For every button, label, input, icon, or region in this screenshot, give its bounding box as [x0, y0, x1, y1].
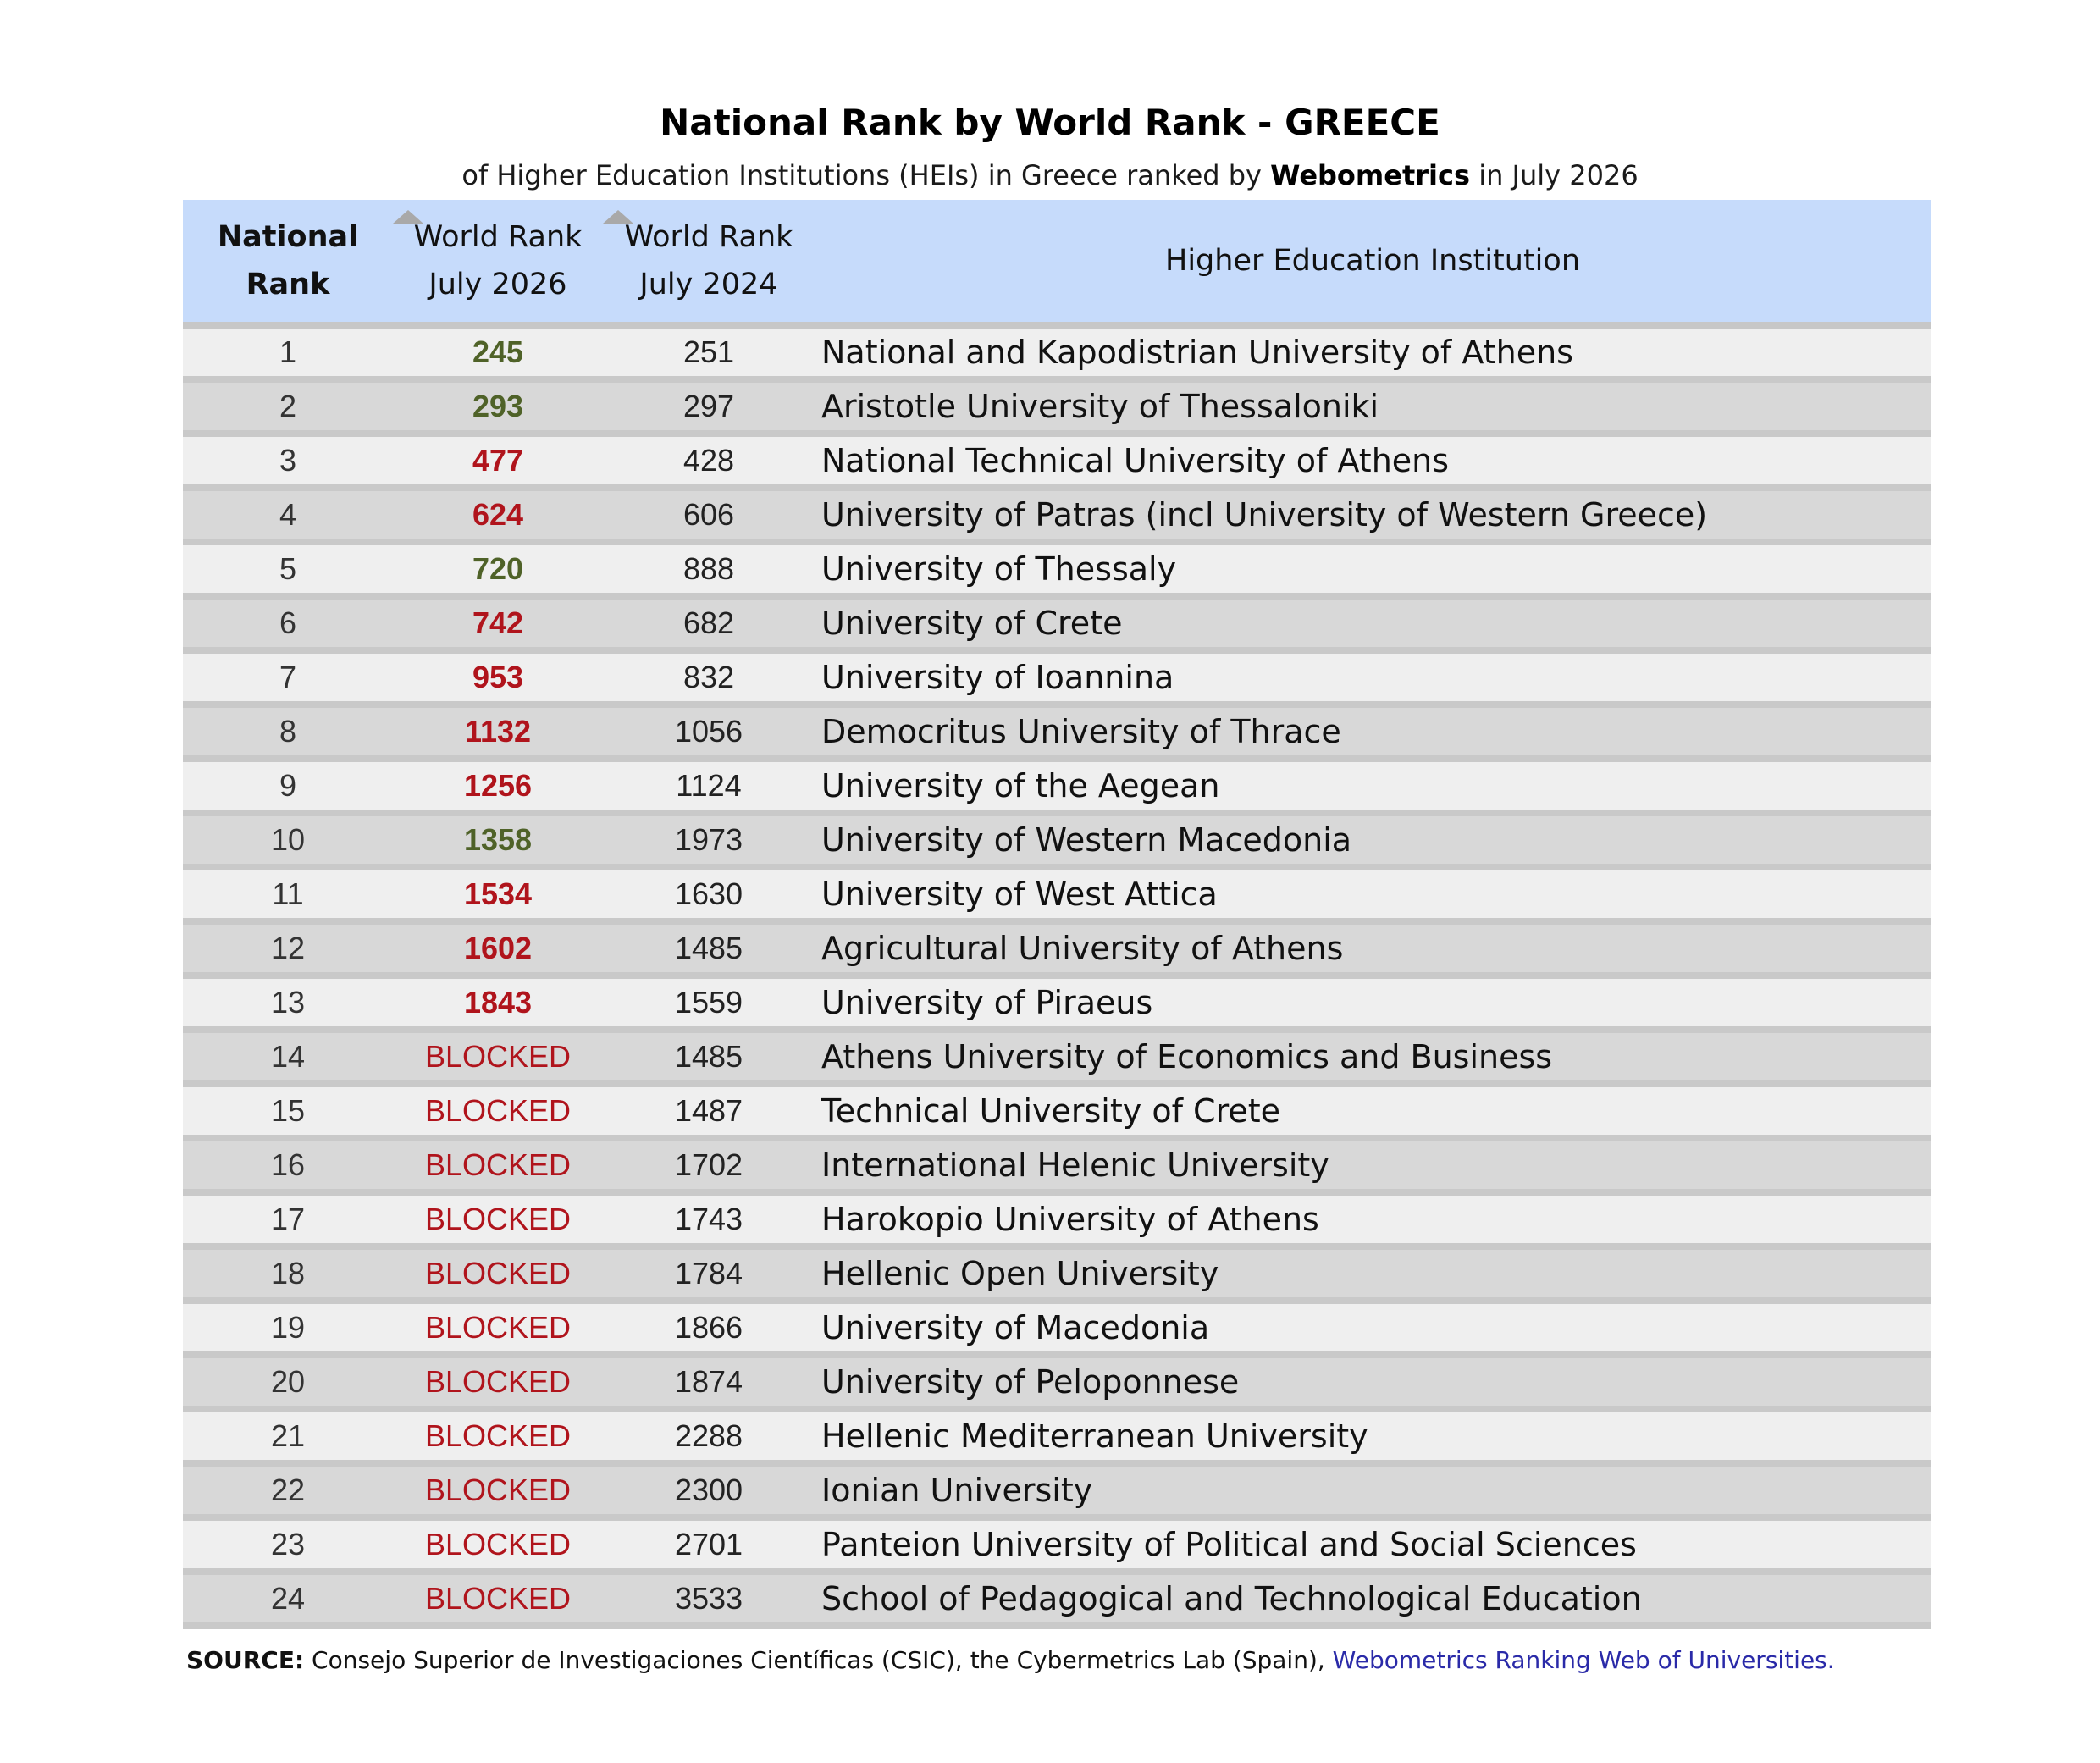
national-rank-cell: 1 — [279, 334, 297, 369]
institution-name-cell: University of Piraeus — [821, 984, 1153, 1021]
world-rank-2024-cell: 1487 — [674, 1093, 743, 1128]
world-rank-2024-cell: 2701 — [674, 1527, 743, 1561]
world-rank-2026-cell: BLOCKED — [424, 1256, 572, 1290]
world-rank-2026-cell: 1534 — [463, 876, 533, 911]
table-row — [183, 1141, 1931, 1196]
institution-name-cell: Agricultural University of Athens — [821, 930, 1344, 967]
national-rank-cell: 10 — [270, 822, 306, 857]
table-row — [183, 1087, 1931, 1141]
source-label: SOURCE: — [186, 1646, 305, 1674]
world-rank-2024-cell: 2300 — [674, 1473, 743, 1507]
national-rank-cell: 24 — [270, 1581, 306, 1616]
table-row — [183, 1521, 1931, 1575]
table-header — [183, 200, 1931, 322]
world-rank-2026-cell: 953 — [472, 660, 524, 694]
institution-name-cell: University of Crete — [821, 605, 1123, 642]
world-rank-2024-cell: 1702 — [674, 1147, 743, 1182]
world-rank-2026-cell: 624 — [472, 497, 524, 532]
institution-name-cell: Ionian University — [821, 1472, 1093, 1509]
world-rank-2024-cell: 1743 — [674, 1202, 743, 1236]
table-row — [183, 491, 1931, 545]
world-rank-2026-cell: 477 — [472, 443, 524, 478]
table-row — [183, 437, 1931, 491]
header-world-rank-2024-line2: July 2024 — [639, 268, 778, 301]
national-rank-cell: 8 — [279, 714, 297, 749]
world-rank-2024-cell: 1056 — [674, 714, 743, 749]
national-rank-cell: 23 — [270, 1527, 306, 1561]
institution-name-cell: University of Ioannina — [821, 659, 1174, 696]
table-row — [183, 816, 1931, 870]
world-rank-2024-cell: 1874 — [674, 1364, 743, 1399]
institution-name-cell: Hellenic Mediterranean University — [821, 1418, 1368, 1455]
world-rank-2024-cell: 832 — [682, 660, 735, 694]
world-rank-2026-cell: BLOCKED — [424, 1310, 572, 1345]
world-rank-2026-cell: BLOCKED — [424, 1202, 572, 1236]
institution-name-cell: University of Patras (incl University of Western Greece) — [821, 496, 1708, 533]
national-rank-cell: 13 — [270, 985, 306, 1020]
header-world-rank-2026-line1: World Rank — [413, 220, 583, 254]
national-rank-cell: 12 — [270, 931, 306, 965]
subtitle-pre: of Higher Education Institutions (HEIs) in Greece ranked by — [461, 159, 1271, 191]
world-rank-2026-cell: 1602 — [463, 931, 533, 965]
table-row — [183, 1250, 1931, 1304]
institution-name-cell: National Technical University of Athens — [821, 442, 1450, 479]
national-rank-cell: 18 — [270, 1256, 306, 1290]
institution-name-cell: Technical University of Crete — [821, 1092, 1281, 1130]
table-row — [183, 600, 1931, 654]
header-world-rank-2026-line2: July 2026 — [428, 268, 567, 301]
table-row — [183, 1358, 1931, 1412]
subtitle-bold: Webometrics — [1270, 159, 1471, 191]
national-rank-cell: 11 — [272, 876, 304, 911]
institution-name-cell: Democritus University of Thrace — [821, 713, 1341, 750]
national-rank-cell: 22 — [270, 1473, 306, 1507]
world-rank-2026-cell: 1132 — [464, 714, 532, 749]
world-rank-2024-cell: 1973 — [674, 822, 743, 857]
institution-name-cell: School of Pedagogical and Technological Education — [821, 1580, 1642, 1617]
institution-name-cell: University of Macedonia — [821, 1309, 1210, 1346]
table-row — [183, 762, 1931, 816]
table-row — [183, 1575, 1931, 1629]
national-rank-cell: 20 — [270, 1364, 306, 1399]
national-rank-cell: 19 — [270, 1310, 306, 1345]
table-row — [183, 1033, 1931, 1087]
page-title: National Rank by World Rank - GREECE — [660, 102, 1440, 143]
world-rank-2024-cell: 682 — [682, 605, 735, 640]
header-institution[interactable] — [815, 200, 1931, 322]
national-rank-cell: 3 — [279, 443, 297, 478]
world-rank-2026-cell: BLOCKED — [424, 1147, 572, 1182]
table-row — [183, 1412, 1931, 1467]
national-rank-cell: 9 — [279, 768, 297, 803]
world-rank-2026-cell: BLOCKED — [424, 1527, 572, 1561]
world-rank-2024-cell: 2288 — [674, 1418, 743, 1453]
institution-name-cell: Hellenic Open University — [821, 1255, 1219, 1292]
table-row — [183, 925, 1931, 979]
world-rank-2024-cell: 1630 — [674, 876, 743, 911]
header-world-rank-2026[interactable] — [393, 200, 603, 322]
national-rank-cell: 6 — [279, 605, 297, 640]
table-row — [183, 329, 1931, 383]
institution-name-cell: Athens University of Economics and Business — [821, 1038, 1553, 1075]
world-rank-2024-cell: 606 — [682, 497, 735, 532]
header-world-rank-2024[interactable] — [603, 200, 815, 322]
header-institution-label: Higher Education Institution — [1165, 244, 1580, 278]
header-world-rank-2024-line1: World Rank — [624, 220, 793, 254]
national-rank-cell: 17 — [270, 1202, 306, 1236]
table-row — [183, 1467, 1931, 1521]
table-row — [183, 383, 1931, 437]
national-rank-cell: 2 — [279, 389, 297, 423]
institution-name-cell: University of Thessaly — [821, 550, 1177, 588]
world-rank-2024-cell: 1559 — [674, 985, 743, 1020]
institution-name-cell: Harokopio University of Athens — [821, 1201, 1319, 1238]
institution-name-cell: Panteion University of Political and Social Sciences — [821, 1526, 1637, 1563]
header-national-rank-line2: Rank — [246, 268, 330, 301]
world-rank-2024-cell: 888 — [682, 551, 735, 586]
subtitle-post: in July 2026 — [1470, 159, 1639, 191]
institution-name-cell: International Helenic University — [821, 1147, 1329, 1184]
national-rank-cell: 5 — [279, 551, 297, 586]
header-national-rank-line1: National — [217, 220, 359, 254]
world-rank-2024-cell: 1485 — [674, 1039, 743, 1074]
world-rank-2026-cell: BLOCKED — [424, 1039, 572, 1074]
source-text: Consejo Superior de Investigaciones Científicas (CSIC), the Cybermetrics Lab (Spain), — [304, 1646, 1333, 1674]
table-row — [183, 870, 1931, 925]
source-note — [186, 1646, 1835, 1674]
world-rank-2026-cell: 293 — [472, 389, 524, 423]
national-rank-cell: 16 — [270, 1147, 306, 1182]
world-rank-2024-cell: 1485 — [674, 931, 743, 965]
table-row — [183, 1304, 1931, 1358]
institution-name-cell: University of Peloponnese — [821, 1363, 1240, 1401]
institution-name-cell: University of West Attica — [821, 876, 1218, 913]
world-rank-2024-cell: 1866 — [674, 1310, 743, 1345]
national-rank-cell: 21 — [270, 1418, 306, 1453]
world-rank-2026-cell: BLOCKED — [424, 1473, 572, 1507]
sort-arrow-icon[interactable] — [603, 210, 633, 224]
ranking-table — [183, 200, 1931, 1629]
national-rank-cell: 7 — [279, 660, 297, 694]
table-row — [183, 708, 1931, 762]
world-rank-2026-cell: 1358 — [463, 822, 533, 857]
national-rank-cell: 15 — [270, 1093, 306, 1128]
world-rank-2026-cell: 742 — [472, 605, 524, 640]
institution-name-cell: National and Kapodistrian University of Athens — [821, 334, 1573, 371]
world-rank-2026-cell: BLOCKED — [424, 1093, 572, 1128]
header-divider — [183, 322, 1931, 329]
world-rank-2024-cell: 3533 — [674, 1581, 743, 1616]
world-rank-2024-cell: 428 — [682, 443, 735, 478]
institution-name-cell: University of Western Macedonia — [821, 821, 1352, 859]
world-rank-2024-cell: 251 — [682, 334, 735, 369]
world-rank-2026-cell: BLOCKED — [424, 1418, 572, 1453]
world-rank-2026-cell: 720 — [472, 551, 524, 586]
world-rank-2026-cell: 245 — [472, 334, 524, 369]
world-rank-2026-cell: BLOCKED — [424, 1364, 572, 1399]
institution-name-cell: University of the Aegean — [821, 767, 1220, 804]
world-rank-2026-cell: 1843 — [463, 985, 533, 1020]
national-rank-cell: 14 — [270, 1039, 306, 1074]
table-row — [183, 545, 1931, 600]
header-national-rank[interactable] — [183, 200, 393, 322]
table-row — [183, 979, 1931, 1033]
national-rank-cell: 4 — [279, 497, 297, 532]
world-rank-2026-cell: 1256 — [463, 768, 533, 803]
table-row — [183, 1196, 1931, 1250]
world-rank-2024-cell: 1784 — [674, 1256, 743, 1290]
world-rank-2024-cell: 1124 — [676, 768, 742, 803]
world-rank-2026-cell: BLOCKED — [424, 1581, 572, 1616]
page-subtitle — [0, 159, 2100, 191]
institution-name-cell: Aristotle University of Thessaloniki — [821, 388, 1379, 425]
table-row — [183, 654, 1931, 708]
sort-arrow-icon[interactable] — [393, 210, 423, 224]
world-rank-2024-cell: 297 — [682, 389, 735, 423]
table-body — [183, 329, 1931, 1629]
source-link[interactable]: Webometrics Ranking Web of Universities. — [1332, 1646, 1835, 1674]
